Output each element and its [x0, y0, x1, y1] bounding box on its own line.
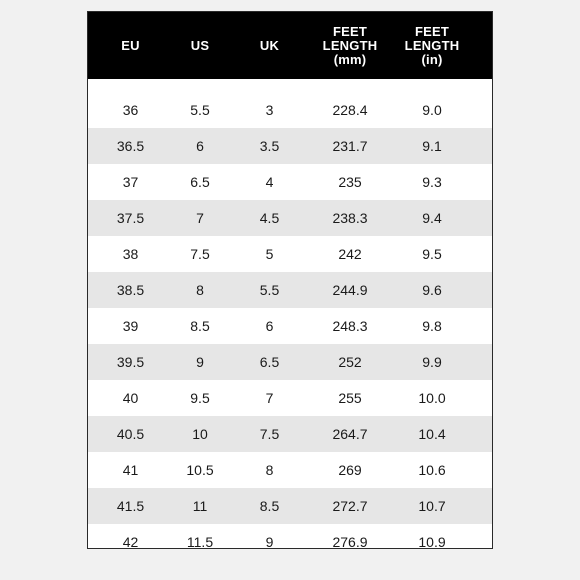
cell-us: 7 — [196, 210, 204, 226]
cell-uk: 6 — [265, 318, 274, 334]
cell-eu: 40 — [122, 390, 139, 406]
cell-feet-length-in: 9.3 — [422, 174, 442, 190]
table-row — [88, 236, 492, 272]
cell-feet-length-mm: 244.9 — [332, 282, 368, 298]
size-chart-table — [87, 11, 493, 549]
table-row — [88, 272, 492, 308]
cell-us: 5.5 — [190, 102, 210, 118]
cell-uk: 5.5 — [259, 282, 280, 298]
cell-feet-length-mm: 272.7 — [332, 498, 368, 514]
header-feet-length-in: FEET LENGTH (in) — [404, 23, 460, 67]
cell-feet-length-mm: 252 — [338, 354, 362, 370]
cell-uk: 6.5 — [259, 354, 280, 370]
cell-uk: 3.5 — [259, 138, 280, 154]
cell-feet-length-in: 10.4 — [418, 426, 446, 442]
cell-feet-length-mm: 235 — [338, 174, 362, 190]
cell-us: 10.5 — [186, 462, 214, 478]
table-row — [88, 416, 492, 452]
table-row — [88, 344, 492, 380]
cell-feet-length-mm: 228.4 — [332, 102, 368, 118]
table-row — [88, 164, 492, 200]
table-row — [88, 308, 492, 344]
cell-us: 11.5 — [186, 534, 214, 549]
cell-us: 7.5 — [190, 246, 210, 262]
cell-us: 8.5 — [190, 318, 210, 334]
cell-us: 11 — [192, 498, 208, 514]
cell-feet-length-in: 9.0 — [422, 102, 442, 118]
cell-us: 9.5 — [190, 390, 210, 406]
cell-eu: 36 — [122, 102, 139, 118]
cell-feet-length-mm: 276.9 — [332, 534, 368, 549]
cell-feet-length-in: 9.5 — [422, 246, 442, 262]
cell-feet-length-in: 9.9 — [422, 354, 442, 370]
cell-eu: 39 — [122, 318, 139, 334]
cell-feet-length-mm: 242 — [338, 246, 362, 262]
cell-feet-length-mm: 231.7 — [332, 138, 368, 154]
cell-feet-length-in: 10.0 — [418, 390, 446, 406]
cell-uk: 8.5 — [259, 498, 280, 514]
cell-feet-length-in: 10.9 — [418, 534, 446, 549]
cell-uk: 8 — [265, 462, 274, 478]
cell-feet-length-mm: 255 — [338, 390, 362, 406]
cell-feet-length-mm: 238.3 — [332, 210, 368, 226]
cell-uk: 3 — [265, 102, 274, 118]
cell-eu: 36.5 — [116, 138, 145, 154]
cell-uk: 7.5 — [259, 426, 280, 442]
table-row — [88, 524, 492, 549]
cell-uk: 4 — [265, 174, 274, 190]
header-eu: EU — [121, 37, 140, 53]
table-body — [88, 92, 492, 549]
table-row — [88, 92, 492, 128]
cell-feet-length-in: 9.8 — [422, 318, 442, 334]
cell-feet-length-mm: 269 — [338, 462, 362, 478]
cell-eu: 38 — [122, 246, 139, 262]
cell-feet-length-in: 9.1 — [422, 138, 442, 154]
cell-eu: 38.5 — [116, 282, 145, 298]
cell-uk: 9 — [265, 534, 274, 549]
table-row — [88, 380, 492, 416]
cell-eu: 37 — [122, 174, 139, 190]
cell-us: 8 — [196, 282, 204, 298]
cell-feet-length-in: 9.4 — [422, 210, 442, 226]
cell-eu: 41 — [122, 462, 139, 478]
cell-uk: 4.5 — [259, 210, 280, 226]
cell-us: 10 — [192, 426, 208, 442]
table-row — [88, 488, 492, 524]
cell-feet-length-in: 10.6 — [418, 462, 446, 478]
cell-eu: 40.5 — [116, 426, 145, 442]
table-row — [88, 200, 492, 236]
cell-feet-length-in: 9.6 — [422, 282, 442, 298]
table-row — [88, 452, 492, 488]
cell-eu: 42 — [122, 534, 139, 549]
cell-uk: 7 — [265, 390, 274, 406]
cell-us: 6.5 — [190, 174, 210, 190]
table-header — [88, 12, 492, 79]
cell-uk: 5 — [265, 246, 274, 262]
table-row — [88, 128, 492, 164]
header-feet-length-mm: FEET LENGTH (mm) — [322, 23, 378, 67]
cell-eu: 39.5 — [116, 354, 145, 370]
header-uk: UK — [259, 37, 280, 53]
cell-feet-length-mm: 248.3 — [332, 318, 368, 334]
cell-eu: 37.5 — [116, 210, 145, 226]
header-us: US — [190, 37, 210, 53]
cell-us: 9 — [196, 354, 204, 370]
cell-eu: 41.5 — [116, 498, 145, 514]
cell-feet-length-mm: 264.7 — [332, 426, 368, 442]
cell-feet-length-in: 10.7 — [418, 498, 446, 514]
cell-us: 6 — [196, 138, 204, 154]
